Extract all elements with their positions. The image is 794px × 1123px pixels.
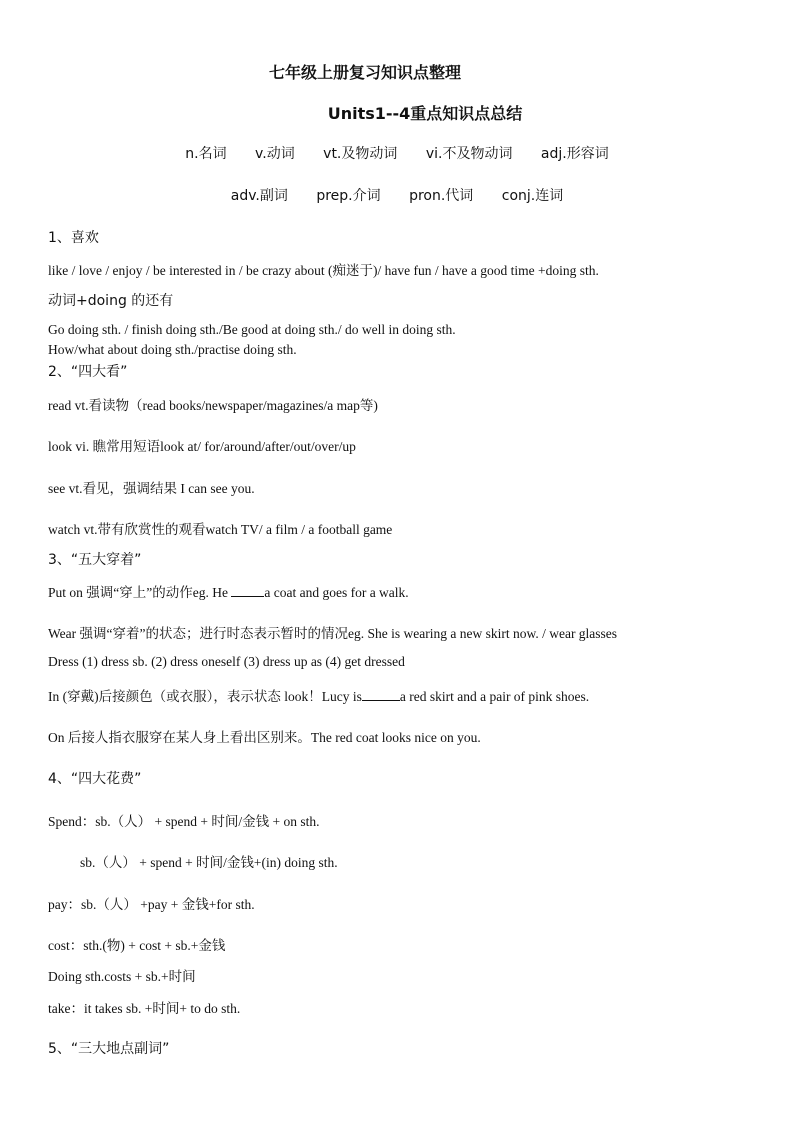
section-4-cost-2: Doing sth.costs + sb.+时间 [48, 969, 196, 984]
section-2-watch: watch vt.带有欣赏性的观看watch TV/ a film / a football game [48, 522, 393, 537]
section-3-dress: Dress (1) dress sb. (2) dress oneself (3) dress up as (4) get dressed [48, 654, 405, 669]
answer-blank [362, 688, 400, 701]
answer-blank [231, 584, 264, 597]
abbr-vi: vi.不及物动词 [425, 146, 513, 162]
in-text-a: In (穿戴)后接颜色（或衣服），表示状态 look！Lucy is [48, 689, 362, 704]
abbr-pron: pron.代词 [409, 188, 474, 204]
put-on-text-a: Put on 强调“穿上”的动作eg. He [48, 585, 232, 600]
document-title: 七年级上册复习知识点整理 [268, 63, 461, 82]
section-3-on: On 后接人指衣服穿在某人身上看出区别来。The red coat looks nice on you. [48, 730, 481, 745]
section-4-take: take：it takes sb. +时间+ to do sth. [48, 1001, 241, 1016]
section-1-line-1: like / love / enjoy / be interested in / be crazy about (痴迷于)/ have fun / have a good time +doing sth. [48, 263, 599, 278]
section-3-heading: 3、“五大穿着” [48, 552, 142, 568]
section-1-heading: 1、喜欢 [48, 230, 99, 246]
section-3-wear: Wear 强调“穿着”的状态；进行时态表示暂时的情况eg. She is wearing a new skirt now. / wear glasses [48, 626, 618, 641]
abbr-adv: adv.副词 [230, 188, 288, 204]
section-1-line-4: How/what about doing sth./practise doing sth. [48, 342, 297, 357]
section-4-spend-2: sb.（人） + spend + 时间/金钱+(in) doing sth. [80, 855, 338, 870]
section-2-read: read vt.看读物（read books/newspaper/magazines/a map等) [48, 398, 378, 413]
document-subtitle: Units1--4重点知识点总结 [327, 104, 523, 123]
section-4-heading: 4、“四大花费” [48, 771, 142, 787]
section-1-line-2: 动词+doing 的还有 [48, 293, 174, 309]
section-2-see: see vt.看见，强调结果 I can see you. [48, 481, 255, 496]
abbr-noun: n.名词 [185, 146, 227, 162]
section-4-cost-1: cost：sth.(物) + cost + sb.+金钱 [48, 938, 226, 953]
section-2-heading: 2、“四大看” [48, 364, 128, 380]
abbr-conj: conj.连词 [501, 188, 564, 204]
section-4-pay: pay：sb.（人） +pay + 金钱+for sth. [48, 897, 255, 912]
abbreviation-row-1 [0, 143, 794, 163]
abbreviation-row-2 [0, 185, 794, 205]
abbr-vt: vt.及物动词 [323, 146, 398, 162]
section-4-spend-1: Spend：sb.（人） + spend + 时间/金钱 + on sth. [48, 814, 320, 829]
section-3-put-on [48, 581, 409, 601]
section-5-heading: 5、“三大地点副词” [48, 1041, 170, 1057]
put-on-text-b: a coat and goes for a walk. [264, 585, 409, 600]
section-3-in [48, 685, 589, 705]
abbr-adj: adj.形容词 [540, 146, 609, 162]
section-1-line-3: Go doing sth. / finish doing sth./Be good at doing sth./ do well in doing sth. [48, 322, 456, 337]
abbr-prep: prep.介词 [316, 188, 381, 204]
section-2-look: look vi. 瞧常用短语look at/ for/around/after/out/over/up [48, 439, 356, 454]
in-text-b: a red skirt and a pair of pink shoes. [399, 689, 590, 704]
abbr-verb: v.动词 [255, 146, 295, 162]
